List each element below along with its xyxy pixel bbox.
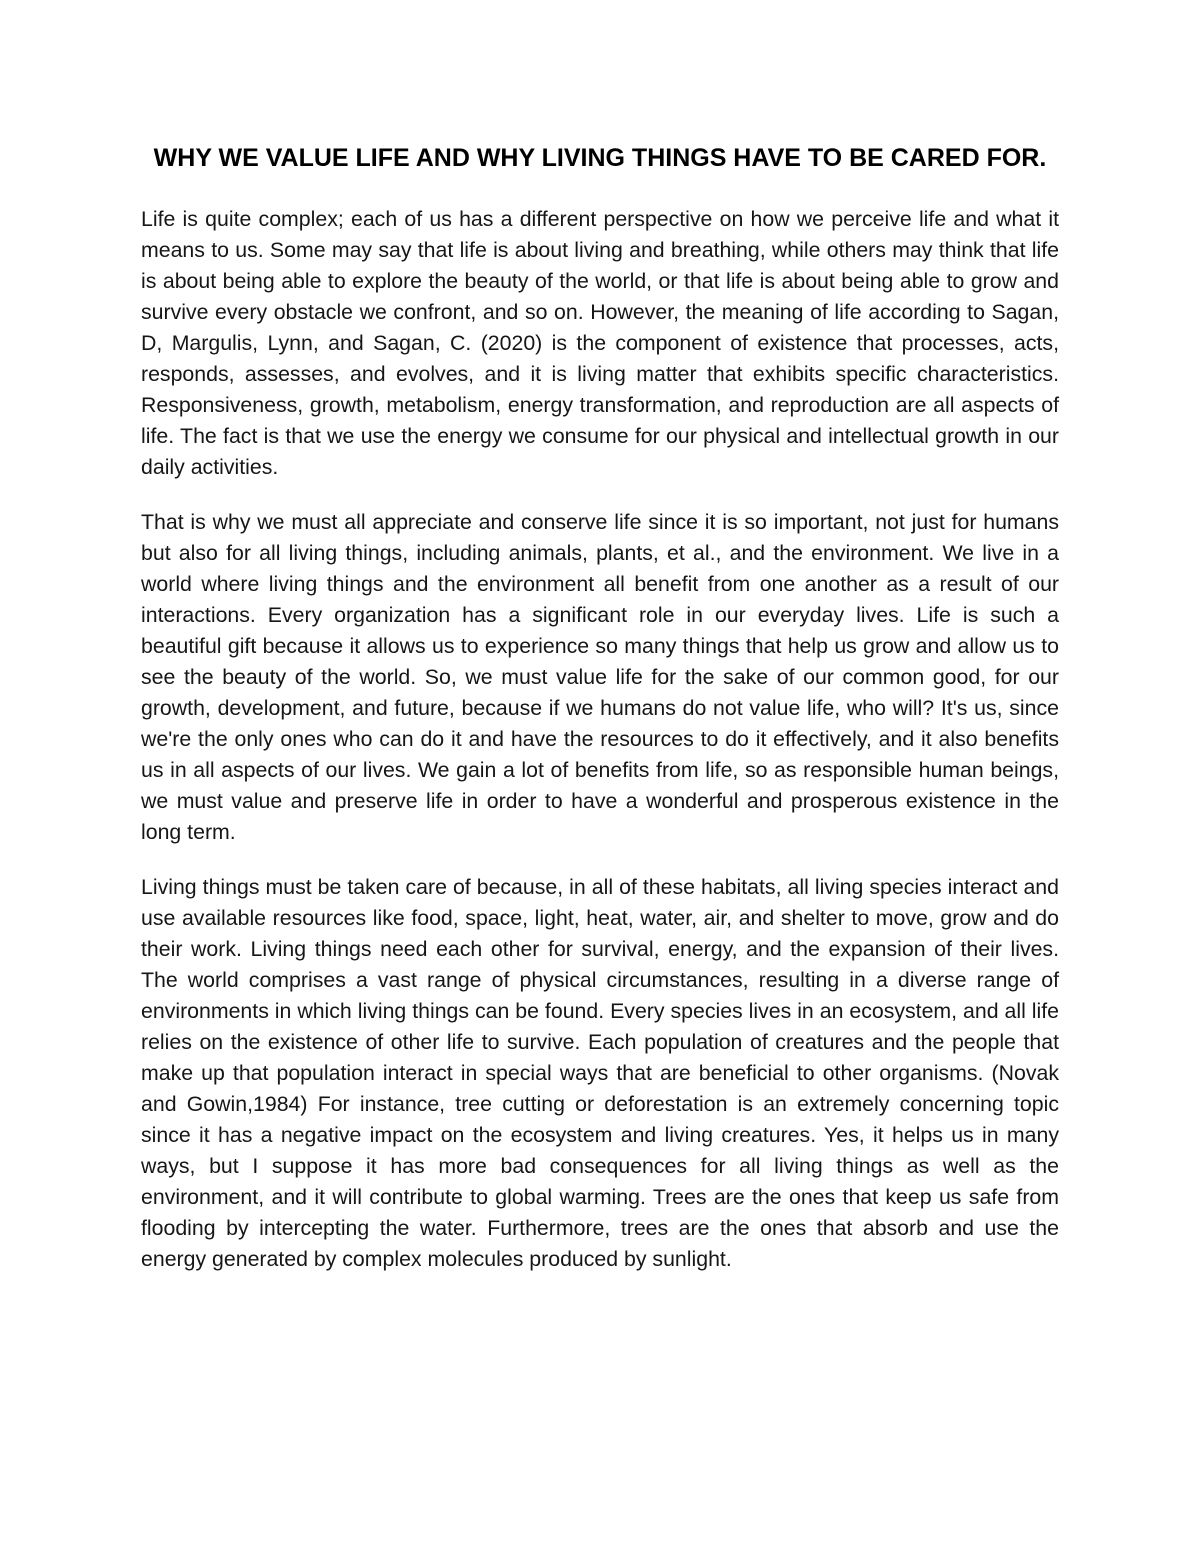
paragraph-3: Living things must be taken care of because, in all of these habitats, all living species interact and use available resources like food, space, light, heat, water, air, and shelter to move, grow and do their work. Living things need each other for survival, energy, and the expansion of their lives. The world comprises a vast range of physical circumstances, resulting in a diverse range of environments in which living things can be found. Every species lives in an ecosystem, and all life relies on the existence of other life to survive. Each population of creatures and the people that make up that population interact in special ways that are beneficial to other organisms. (Novak and Gowin,1984) For instance, tree cutting or deforestation is an extremely concerning topic since it has a negative impact on the ecosystem and living creatures. Yes, it helps us in many ways, but I suppose it has more bad consequences for all living things as well as the environment, and it will contribute to global warming. Trees are the ones that keep us safe from flooding by intercepting the water. Furthermore, trees are the ones that absorb and use the energy generated by complex molecules produced by sunlight.: [141, 875, 1059, 1271]
document-title: WHY WE VALUE LIFE AND WHY LIVING THINGS HAVE TO BE CARED FOR.: [153, 144, 1047, 172]
paragraph-2: That is why we must all appreciate and conserve life since it is so important, not just for humans but also for all living things, including animals, plants, et al., and the environment. We live in a world where living things and the environment all benefit from one another as a result of our interactions. Every organization has a significant role in our everyday lives. Life is such a beautiful gift because it allows us to experience so many things that help us grow and allow us to see the beauty of the world. So, we must value life for the sake of our common good, for our growth, development, and future, because if we humans do not value life, who will? It's us, since we're the only ones who can do it and have the resources to do it effectively, and it also benefits us in all aspects of our lives. We gain a lot of benefits from life, so as responsible human beings, we must value and preserve life in order to have a wonderful and prosperous existence in the long term.: [141, 510, 1059, 844]
paragraph-1: Life is quite complex; each of us has a different perspective on how we perceive life and what it means to us. Some may say that life is about living and breathing, while others may think that life is about being able to explore the beauty of the world, or that life is about being able to grow and survive every obstacle we confront, and so on. However, the meaning of life according to Sagan, D, Margulis, Lynn, and Sagan, C. (2020) is the component of existence that processes, acts, responds, assesses, and evolves, and it is living matter that exhibits specific characteristics. Responsiveness, growth, metabolism, energy transformation, and reproduction are all aspects of life. The fact is that we use the energy we consume for our physical and intellectual growth in our daily activities.: [141, 207, 1059, 479]
document-body: [141, 140, 1059, 1275]
